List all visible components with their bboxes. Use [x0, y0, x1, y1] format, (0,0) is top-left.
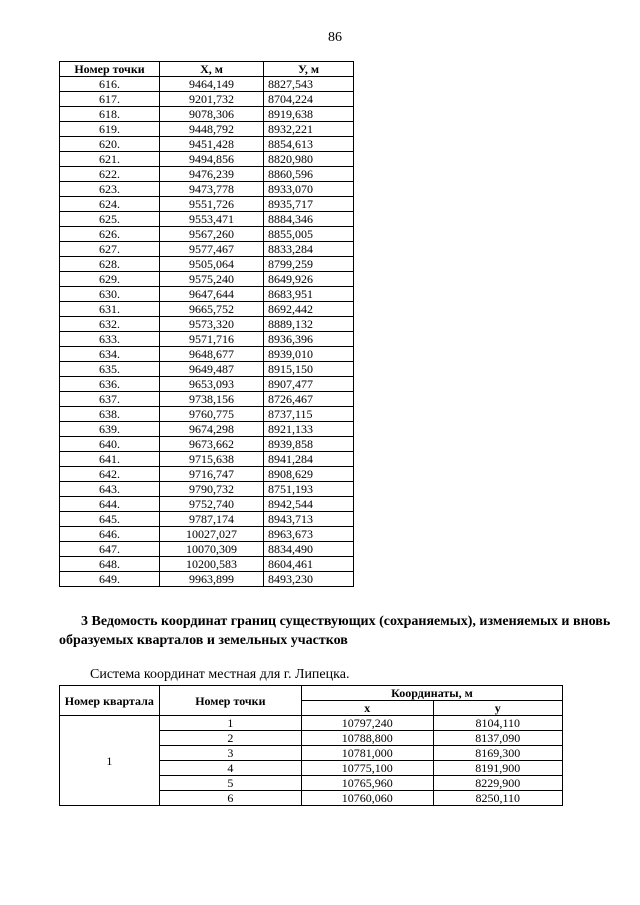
y-coordinate-cell: 8889,132	[264, 317, 354, 332]
y-coordinate-cell: 8932,221	[264, 122, 354, 137]
point-number-cell: 640.	[60, 437, 160, 452]
point-number-cell: 629.	[60, 272, 160, 287]
x-coordinate-cell: 9673,662	[160, 437, 264, 452]
point-number-cell: 636.	[60, 377, 160, 392]
point-number-cell: 624.	[60, 197, 160, 212]
point-number-cell: 644.	[60, 497, 160, 512]
point-number-cell: 630.	[60, 287, 160, 302]
quarter-point-number-cell: 5	[159, 776, 301, 791]
x-coordinate-cell: 9573,320	[160, 317, 264, 332]
table-row	[60, 452, 354, 467]
point-number-cell: 619.	[60, 122, 160, 137]
y-coordinate-cell: 8908,629	[264, 467, 354, 482]
point-number-cell: 617.	[60, 92, 160, 107]
x-coordinate-cell: 10070,309	[160, 542, 264, 557]
y-coordinate-cell: 8493,230	[264, 572, 354, 587]
y-coordinate-cell: 8884,346	[264, 212, 354, 227]
point-number-cell: 634.	[60, 347, 160, 362]
x-coordinate-cell: 9752,740	[160, 497, 264, 512]
y-coordinate-cell: 8907,477	[264, 377, 354, 392]
y-coordinate-cell: 8649,926	[264, 272, 354, 287]
x-coordinate-cell: 9201,732	[160, 92, 264, 107]
section-heading: 3 Ведомость координат границ существующих (сохраняемых), изменяемых и вновь образуемых кварталов и земельных участков	[59, 614, 611, 648]
x-coordinate-cell: 9473,778	[160, 182, 264, 197]
y-coordinate-cell: 8860,596	[264, 167, 354, 182]
x-coordinate-cell: 10200,583	[160, 557, 264, 572]
table-row	[60, 272, 354, 287]
quarter-x-cell: 10788,800	[302, 731, 433, 746]
point-number-cell: 621.	[60, 152, 160, 167]
y-coordinate-cell: 8799,259	[264, 257, 354, 272]
page-number: 86	[328, 30, 342, 45]
y-coordinate-cell: 8726,467	[264, 392, 354, 407]
y-coordinate-cell: 8834,490	[264, 542, 354, 557]
y-coordinate-cell: 8827,543	[264, 77, 354, 92]
table-row	[60, 497, 354, 512]
header-point-number: Номер точки	[60, 62, 160, 77]
point-number-cell: 631.	[60, 302, 160, 317]
quarter-table-header-row	[60, 686, 563, 701]
y-coordinate-cell: 8915,150	[264, 362, 354, 377]
point-number-cell: 616.	[60, 77, 160, 92]
table-row	[60, 716, 563, 731]
x-coordinate-cell: 9571,716	[160, 332, 264, 347]
point-number-cell: 641.	[60, 452, 160, 467]
y-coordinate-cell: 8751,193	[264, 482, 354, 497]
x-coordinate-cell: 9647,644	[160, 287, 264, 302]
table-row	[60, 122, 354, 137]
y-coordinate-cell: 8833,284	[264, 242, 354, 257]
quarter-point-number-cell: 2	[159, 731, 301, 746]
table-row	[60, 407, 354, 422]
x-coordinate-cell: 9451,428	[160, 137, 264, 152]
table-row	[60, 557, 354, 572]
table-row	[60, 437, 354, 452]
table-row	[60, 77, 354, 92]
x-coordinate-cell: 10027,027	[160, 527, 264, 542]
quarter-y-cell: 8104,110	[433, 716, 563, 731]
y-coordinate-cell: 8939,858	[264, 437, 354, 452]
x-coordinate-cell: 9078,306	[160, 107, 264, 122]
x-coordinate-cell: 9577,467	[160, 242, 264, 257]
y-coordinate-cell: 8919,638	[264, 107, 354, 122]
table-row	[60, 197, 354, 212]
table-row	[60, 392, 354, 407]
point-number-cell: 633.	[60, 332, 160, 347]
point-number-cell: 648.	[60, 557, 160, 572]
x-coordinate-cell: 9575,240	[160, 272, 264, 287]
x-coordinate-cell: 9551,726	[160, 197, 264, 212]
table-row	[60, 287, 354, 302]
x-coordinate-cell: 9738,156	[160, 392, 264, 407]
y-coordinate-cell: 8936,396	[264, 332, 354, 347]
y-coordinate-cell: 8941,284	[264, 452, 354, 467]
y-coordinate-cell: 8933,070	[264, 182, 354, 197]
quarter-x-cell: 10765,960	[302, 776, 433, 791]
x-coordinate-cell: 9505,064	[160, 257, 264, 272]
quarter-x-cell: 10797,240	[302, 716, 433, 731]
header-x: Х, м	[160, 62, 264, 77]
table-row	[60, 527, 354, 542]
point-number-cell: 649.	[60, 572, 160, 587]
point-number-cell: 618.	[60, 107, 160, 122]
table-row	[60, 467, 354, 482]
table-row	[60, 137, 354, 152]
table-row	[60, 167, 354, 182]
y-coordinate-cell: 8943,713	[264, 512, 354, 527]
quarter-table-body	[60, 716, 563, 806]
quarter-x-cell: 10781,000	[302, 746, 433, 761]
point-number-cell: 645.	[60, 512, 160, 527]
quarter-point-number-cell: 1	[159, 716, 301, 731]
y-coordinate-cell: 8704,224	[264, 92, 354, 107]
x-coordinate-cell: 9476,239	[160, 167, 264, 182]
table-row	[60, 572, 354, 587]
x-coordinate-cell: 9665,752	[160, 302, 264, 317]
quarter-y-cell: 8191,900	[433, 761, 563, 776]
point-number-cell: 620.	[60, 137, 160, 152]
quarter-x-cell: 10775,100	[302, 761, 433, 776]
point-number-cell: 626.	[60, 227, 160, 242]
header-coord-x: x	[302, 701, 433, 716]
point-number-cell: 635.	[60, 362, 160, 377]
coord-system-text: Система координат местная для г. Липецка.	[90, 667, 350, 682]
point-number-cell: 646.	[60, 527, 160, 542]
y-coordinate-cell: 8935,717	[264, 197, 354, 212]
quarter-point-number-cell: 4	[159, 761, 301, 776]
quarter-table	[59, 685, 563, 806]
point-number-cell: 632.	[60, 317, 160, 332]
x-coordinate-cell: 9448,792	[160, 122, 264, 137]
y-coordinate-cell: 8683,951	[264, 287, 354, 302]
point-number-cell: 643.	[60, 482, 160, 497]
y-coordinate-cell: 8942,544	[264, 497, 354, 512]
table-row	[60, 107, 354, 122]
point-number-cell: 627.	[60, 242, 160, 257]
table-row	[60, 227, 354, 242]
quarter-point-number-cell: 6	[159, 791, 301, 806]
table-row	[60, 152, 354, 167]
x-coordinate-cell: 9649,487	[160, 362, 264, 377]
point-number-cell: 637.	[60, 392, 160, 407]
header-coordinates: Координаты, м	[302, 686, 563, 701]
y-coordinate-cell: 8963,673	[264, 527, 354, 542]
table-row	[60, 257, 354, 272]
point-number-cell: 623.	[60, 182, 160, 197]
point-number-cell: 628.	[60, 257, 160, 272]
table-row	[60, 302, 354, 317]
points-table	[59, 61, 354, 587]
header-y: У, м	[264, 62, 354, 77]
x-coordinate-cell: 9553,471	[160, 212, 264, 227]
x-coordinate-cell: 9494,856	[160, 152, 264, 167]
header-quarter-point-number: Номер точки	[159, 686, 301, 716]
points-table-body	[60, 77, 354, 587]
x-coordinate-cell: 9716,747	[160, 467, 264, 482]
x-coordinate-cell: 9464,149	[160, 77, 264, 92]
points-table-header-row	[60, 62, 354, 77]
x-coordinate-cell: 9787,174	[160, 512, 264, 527]
x-coordinate-cell: 9674,298	[160, 422, 264, 437]
y-coordinate-cell: 8921,133	[264, 422, 354, 437]
x-coordinate-cell: 9760,775	[160, 407, 264, 422]
table-row	[60, 347, 354, 362]
x-coordinate-cell: 9567,260	[160, 227, 264, 242]
point-number-cell: 647.	[60, 542, 160, 557]
quarter-y-cell: 8229,900	[433, 776, 563, 791]
y-coordinate-cell: 8939,010	[264, 347, 354, 362]
table-row	[60, 482, 354, 497]
quarter-y-cell: 8169,300	[433, 746, 563, 761]
point-number-cell: 639.	[60, 422, 160, 437]
header-quarter-number: Номер квартала	[60, 686, 160, 716]
quarter-y-cell: 8250,110	[433, 791, 563, 806]
point-number-cell: 638.	[60, 407, 160, 422]
y-coordinate-cell: 8692,442	[264, 302, 354, 317]
x-coordinate-cell: 9963,899	[160, 572, 264, 587]
y-coordinate-cell: 8855,005	[264, 227, 354, 242]
table-row	[60, 332, 354, 347]
table-row	[60, 377, 354, 392]
table-row	[60, 212, 354, 227]
table-row	[60, 182, 354, 197]
quarter-y-cell: 8137,090	[433, 731, 563, 746]
point-number-cell: 622.	[60, 167, 160, 182]
x-coordinate-cell: 9715,638	[160, 452, 264, 467]
table-row	[60, 422, 354, 437]
header-coord-y: y	[433, 701, 563, 716]
table-row	[60, 92, 354, 107]
x-coordinate-cell: 9790,732	[160, 482, 264, 497]
table-row	[60, 242, 354, 257]
y-coordinate-cell: 8737,115	[264, 407, 354, 422]
quarter-point-number-cell: 3	[159, 746, 301, 761]
y-coordinate-cell: 8854,613	[264, 137, 354, 152]
table-row	[60, 362, 354, 377]
y-coordinate-cell: 8820,980	[264, 152, 354, 167]
table-row	[60, 317, 354, 332]
quarter-x-cell: 10760,060	[302, 791, 433, 806]
quarter-number-cell: 1	[60, 716, 160, 806]
point-number-cell: 625.	[60, 212, 160, 227]
x-coordinate-cell: 9653,093	[160, 377, 264, 392]
table-row	[60, 542, 354, 557]
point-number-cell: 642.	[60, 467, 160, 482]
y-coordinate-cell: 8604,461	[264, 557, 354, 572]
table-row	[60, 512, 354, 527]
x-coordinate-cell: 9648,677	[160, 347, 264, 362]
